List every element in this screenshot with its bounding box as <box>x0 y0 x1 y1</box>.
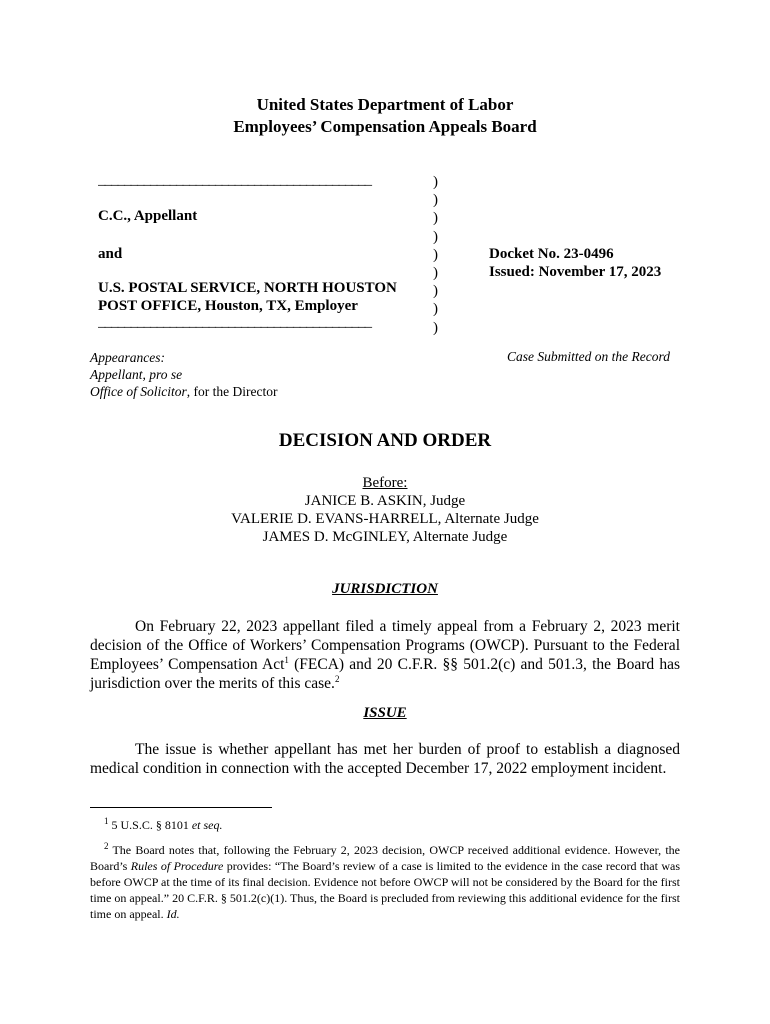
employer-line-1: U.S. POSTAL SERVICE, NORTH HOUSTON <box>98 280 397 296</box>
caption-top-rule: __________________________________________ <box>98 172 371 188</box>
decision-title: DECISION AND ORDER <box>278 430 492 451</box>
jurisdiction-text-2: (FECA) and 20 C.F.R. §§ 501.2(c) and 501.3, the Board has jurisdiction over the merits of this case. <box>90 656 680 692</box>
docket-number: Docket No. 23-0496 <box>489 246 614 262</box>
docket-block <box>489 245 661 281</box>
board-name: Employees’ Compensation Appeals Board <box>233 117 537 136</box>
panel-block <box>0 474 770 546</box>
issue-paragraph: The issue is whether appellant has met her burden of proof to establish a diagnosed medical condition in connection with the accepted December 17, 2022 employment incident. <box>90 741 680 777</box>
agency-header <box>0 94 770 138</box>
footnote-ref-1: 1 <box>284 654 289 665</box>
jurisdiction-text-1: On February 22, 2023 appellant filed a timely appeal from a February 2, 2023 merit decision of the Office of Workers’ Compensation Programs (OWCP). Pursuant to the Federal Employees’ Compensation Act <box>90 618 680 673</box>
footnote-1-number: 1 <box>104 816 109 826</box>
caption-bottom-rule: __________________________________________ <box>98 314 371 330</box>
submission-note: Case Submitted on the Record <box>507 349 670 364</box>
solicitor-rest: , for the Director <box>186 384 278 399</box>
caption-parentheses: ) ) ) ) ) ) ) ) ) <box>433 174 438 336</box>
solicitor-appearance <box>90 383 277 400</box>
solicitor-label: Office of Solicitor <box>90 384 187 399</box>
employer-name <box>98 279 397 315</box>
issue-heading: ISSUE <box>363 705 407 721</box>
employer-line-2: POST OFFICE, Houston, TX, Employer <box>98 298 358 314</box>
judge-3: JAMES D. McGINLEY, Alternate Judge <box>262 529 508 545</box>
issued-date: Issued: November 17, 2023 <box>489 264 662 280</box>
judge-1: JANICE B. ASKIN, Judge <box>304 493 466 509</box>
footnote-1-italic: et seq. <box>191 818 223 832</box>
appearances <box>90 349 277 400</box>
caption-and: and <box>98 246 123 262</box>
footnote-2 <box>90 842 680 922</box>
jurisdiction-paragraph <box>90 617 680 693</box>
before-label: Before: <box>362 475 408 491</box>
appearances-label: Appearances: <box>90 350 165 365</box>
appellant-name: C.C., Appellant <box>98 208 198 224</box>
footnote-divider <box>90 807 272 808</box>
footnote-1-text: 5 U.S.C. § 8101 <box>108 818 192 832</box>
footnote-2-id: Id. <box>166 907 180 921</box>
footnote-2-text-b: provides: “The Board’s review of a case is limited to the evidence in the case record that was before OWCP at the time of its final decision. Evidence not before OWCP will not be considered by the Board for the first time on appeal.” 20 C.F.R. § 501.2(c)(1). Thus, the Board is precluded from reviewing this additional evidence for the first time on appeal. <box>90 859 680 921</box>
jurisdiction-heading: JURISDICTION <box>332 581 438 597</box>
footnote-ref-2: 2 <box>334 673 340 684</box>
judge-2: VALERIE D. EVANS-HARRELL, Alternate Judge <box>231 511 539 527</box>
appellant-appearance: Appellant, pro se <box>90 367 183 382</box>
agency-name: United States Department of Labor <box>256 95 514 114</box>
footnote-1 <box>90 817 680 833</box>
footnote-2-number: 2 <box>104 841 109 851</box>
footnote-2-text-a: The Board notes that, following the February 2, 2023 decision, OWCP received additional evidence. However, the Board’s <box>90 843 680 873</box>
footnote-2-italic: Rules of Procedure <box>130 859 224 873</box>
